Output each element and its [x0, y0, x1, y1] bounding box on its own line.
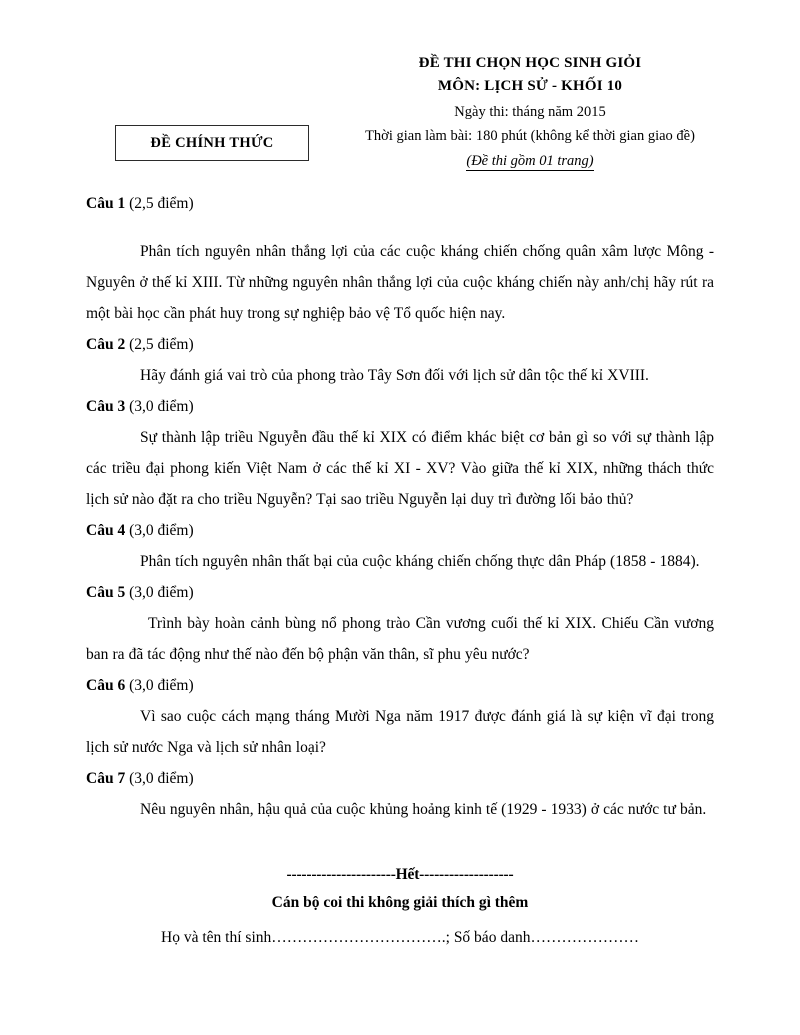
exam-title-line1: ĐỀ THI CHỌN HỌC SINH GIỎI — [418, 55, 642, 71]
question-text-5: Trình bày hoàn cảnh bùng nổ phong trào Cần vương cuối thế kỉ XIX. Chiếu Cần vương ban ra đã tác động như thế nào đến bộ phận văn thân, sĩ phu yêu nước? — [86, 615, 714, 663]
exam-page-count: (Đề thi gồm 01 trang) — [466, 153, 594, 169]
question-points-1: (2,5 điểm) — [129, 195, 194, 212]
official-exam-stamp-label: ĐỀ CHÍNH THỨC — [150, 134, 274, 151]
page-header — [0, 52, 800, 182]
question-points-3: (3,0 điểm) — [129, 398, 194, 415]
question-points-2: (2,5 điểm) — [129, 336, 194, 353]
question-number-5: Câu 5 — [86, 584, 126, 601]
question-heading-6 — [86, 670, 714, 701]
question-number-4: Câu 4 — [86, 522, 126, 539]
question-points-5: (3,0 điểm) — [129, 584, 194, 601]
invigilator-note: Cán bộ coi thi không giải thích gì thêm — [271, 894, 529, 911]
exam-page-count-wrapper — [330, 149, 730, 173]
question-number-3: Câu 3 — [86, 398, 126, 415]
question-number-2: Câu 2 — [86, 336, 126, 353]
question-heading-7 — [86, 763, 714, 794]
question-number-1: Câu 1 — [86, 195, 126, 212]
question-heading-1 — [86, 188, 714, 219]
official-exam-stamp-box — [115, 125, 309, 161]
exam-header-info — [330, 52, 730, 173]
exam-title-line2: MÔN: LỊCH SỬ - KHỐI 10 — [437, 78, 623, 94]
question-heading-2 — [86, 329, 714, 360]
question-number-6: Câu 6 — [86, 677, 126, 694]
question-text-4: Phân tích nguyên nhân thất bại của cuộc kháng chiến chống thực dân Pháp (1858 - 1884). — [140, 553, 700, 570]
page-footer — [0, 862, 800, 954]
question-points-6: (3,0 điểm) — [129, 677, 194, 694]
candidate-name-and-number-line: Họ và tên thí sinh…………………………….; Số báo danh………………… — [161, 929, 639, 946]
question-text-6: Vì sao cuộc cách mạng tháng Mười Nga năm 1917 được đánh giá là sự kiện vĩ đại trong lịch sử nước Nga và lịch sử nhân loại? — [86, 708, 714, 756]
question-number-7: Câu 7 — [86, 770, 126, 787]
questions-list — [86, 188, 714, 825]
end-of-exam-marker: ----------------------Hết------------------- — [286, 866, 514, 883]
question-heading-5 — [86, 577, 714, 608]
question-heading-4 — [86, 515, 714, 546]
exam-duration: Thời gian làm bài: 180 phút (không kể thời gian giao đề) — [365, 128, 695, 144]
question-points-7: (3,0 điểm) — [129, 770, 194, 787]
exam-date: Ngày thi: tháng năm 2015 — [454, 104, 606, 120]
question-points-4: (3,0 điểm) — [129, 522, 194, 539]
question-text-7: Nêu nguyên nhân, hậu quả của cuộc khủng hoảng kinh tế (1929 - 1933) ở các nước tư bản. — [140, 801, 707, 818]
question-heading-3 — [86, 391, 714, 422]
question-text-3: Sự thành lập triều Nguyễn đầu thế kỉ XIX có điểm khác biệt cơ bản gì so với sự thành lập các triều đại phong kiến Việt Nam ở các thế kỉ XI - XV? Vào giữa thế kỉ XIX, những thách thức lịch sử nào đặt ra cho triều Nguyễn? Tại sao triều Nguyễn lại duy trì đường lối bảo thủ? — [86, 429, 714, 508]
question-text-1: Phân tích nguyên nhân thắng lợi của các cuộc kháng chiến chống quân xâm lược Mông - Nguyên ở thế kỉ XIII. Từ những nguyên nhân thắng lợi của cuộc kháng chiến này anh/chị hãy rút ra một bài học cần phát huy trong sự nghiệp bảo vệ Tổ quốc hiện nay. — [86, 243, 714, 322]
question-text-2: Hãy đánh giá vai trò của phong trào Tây Sơn đối với lịch sử dân tộc thế kỉ XVIII. — [140, 367, 649, 384]
